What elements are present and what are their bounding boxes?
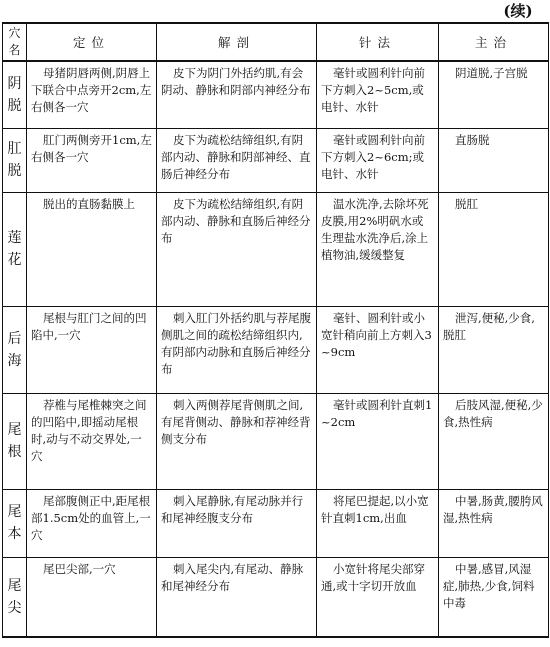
technique-cell: 毫针、圆利针或小宽针稍向前上方刺入3~9cm xyxy=(317,306,439,393)
anatomy-cell: 皮下为疏松结缔组织,有阴部内动、静脉和直肠后神经分布 xyxy=(157,192,317,306)
table-row xyxy=(3,557,549,637)
anatomy-cell: 皮下为阴门外括约肌,有会阴动、静脉和阴部内神经分布 xyxy=(157,61,317,128)
technique-cell: 小宽针将尾尖部穿通,或十字切开放血 xyxy=(317,557,439,637)
anatomy-cell: 刺入两侧荐尾背侧肌之间,有尾背侧动、静脉和荐神经背侧支分布 xyxy=(157,393,317,489)
indication-cell: 后肢风湿,便秘,少食,热性病 xyxy=(439,393,549,489)
table-row xyxy=(3,489,549,557)
technique-cell: 将尾巴提起,以小宽针直刺1cm,出血 xyxy=(317,489,439,557)
location-cell: 尾部腹侧正中,距尾根部1.5cm处的血管上,一穴 xyxy=(27,489,157,557)
location-cell: 母猪阴唇两侧,阴唇上下联合中点旁开2cm,左右侧各一穴 xyxy=(27,61,157,128)
anatomy-cell: 刺入尾尖内,有尾动、静脉和尾神经分布 xyxy=(157,557,317,637)
location-cell: 尾巴尖部,一穴 xyxy=(27,557,157,637)
indication-cell: 阴道脱,子宫脱 xyxy=(439,61,549,128)
technique-cell: 毫针或圆利针向前下方刺入2~5cm,或电针、水针 xyxy=(317,61,439,128)
indication-cell: 泄泻,便秘,少食,脱肛 xyxy=(439,306,549,393)
acupoint-name: 肛 脱 xyxy=(3,128,27,192)
header-row xyxy=(3,23,549,61)
location-cell: 荐椎与尾椎棘突之间的凹陷中,即摇动尾根时,动与不动交界处,一穴 xyxy=(27,393,157,489)
anatomy-cell: 刺入尾静脉,有尾动脉并行和尾神经腹支分布 xyxy=(157,489,317,557)
technique-cell: 毫针或圆利针向前下方刺入2~6cm;或电针、水针 xyxy=(317,128,439,192)
anatomy-cell: 刺入肛门外括约肌与荐尾腹侧肌之间的疏松结缔组织内,有阴部内动脉和直肠后神经分布 xyxy=(157,306,317,393)
acupoint-name: 莲 花 xyxy=(3,192,27,306)
location-cell: 肛门两侧旁开1cm,左右侧各一穴 xyxy=(27,128,157,192)
header-indication: 主治 xyxy=(439,23,549,61)
acupoint-name: 尾 根 xyxy=(3,393,27,489)
indication-cell: 中暑,感冒,风湿症,肺热,少食,饲料中毒 xyxy=(439,557,549,637)
acupoint-name: 后 海 xyxy=(3,306,27,393)
table-row xyxy=(3,192,549,306)
acupoint-name: 阴 脱 xyxy=(3,61,27,128)
table-row xyxy=(3,61,549,128)
table-row xyxy=(3,306,549,393)
acupoint-name: 尾 尖 xyxy=(3,557,27,637)
anatomy-cell: 皮下为疏松结缔组织,有阴部内动、静脉和阴部神经、直肠后神经分布 xyxy=(157,128,317,192)
continued-label: (续) xyxy=(503,2,533,20)
header-name: 穴名 xyxy=(3,23,27,61)
acupoint-name: 尾 本 xyxy=(3,489,27,557)
indication-cell: 直肠脱 xyxy=(439,128,549,192)
location-cell: 尾根与肛门之间的凹陷中,一穴 xyxy=(27,306,157,393)
location-cell: 脱出的直肠黏膜上 xyxy=(27,192,157,306)
header-technique: 针法 xyxy=(317,23,439,61)
indication-cell: 脱肛 xyxy=(439,192,549,306)
header-anatomy: 解剖 xyxy=(157,23,317,61)
table-row xyxy=(3,128,549,192)
header-location: 定位 xyxy=(27,23,157,61)
technique-cell: 毫针或圆利针直刺1~2cm xyxy=(317,393,439,489)
acupoint-table xyxy=(2,22,549,638)
technique-cell: 温水洗净,去除坏死皮膜,用2%明矾水或生理盐水洗净后,涂上植物油,缓缓整复 xyxy=(317,192,439,306)
indication-cell: 中暑,肠黄,腰胯风湿,热性病 xyxy=(439,489,549,557)
table-row xyxy=(3,393,549,489)
